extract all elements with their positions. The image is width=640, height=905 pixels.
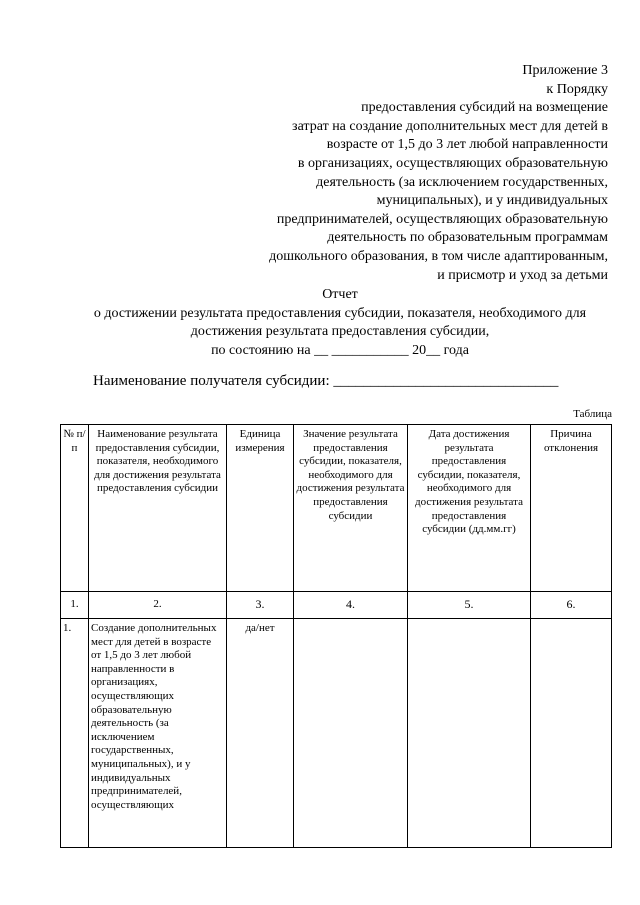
column-header-unit: Единица измерения bbox=[227, 425, 294, 592]
report-table bbox=[60, 424, 612, 848]
report-subtitle-line: о достижении результата предоставления субсидии, показателя, необходимого для bbox=[93, 305, 587, 321]
appendix-line: в организациях, осуществляющих образовательную bbox=[297, 155, 608, 171]
appendix-line: возрасте от 1,5 до 3 лет любой направленности bbox=[326, 137, 608, 153]
column-header-name: Наименование результата предоставления субсидии, показателя, необходимого для достижения результата предоставления субсидии bbox=[89, 425, 227, 592]
table-caption: Таблица bbox=[573, 408, 612, 420]
appendix-line: муниципальных), и у индивидуальных bbox=[376, 193, 608, 209]
table-header-row bbox=[61, 425, 612, 592]
appendix-line: к Порядку bbox=[546, 81, 608, 97]
row-name-cell: Создание дополнительных мест для детей в возрасте от 1,5 до 3 лет любой направленности в организациях, осуществляющих образовательную деятельность (за исключением государственных, муниципальных), и у индивидуальных предпринимателей, осуществляющих bbox=[89, 619, 227, 848]
recipient-name-field: Наименование получателя субсидии: ______________________________ bbox=[93, 373, 559, 389]
appendix-line: затрат на создание дополнительных мест для детей в bbox=[292, 118, 608, 134]
appendix-line: предоставления субсидий на возмещение bbox=[361, 100, 608, 116]
appendix-line: и присмотр и уход за детьми bbox=[437, 267, 608, 283]
appendix-header bbox=[269, 62, 608, 285]
row-unit-cell: да/нет bbox=[227, 619, 294, 848]
row-reason-cell[interactable] bbox=[531, 619, 612, 848]
appendix-line: Приложение 3 bbox=[522, 63, 608, 78]
appendix-line: дошкольного образования, в том числе адаптированным, bbox=[269, 248, 608, 264]
table-row bbox=[61, 619, 612, 848]
column-number: 6. bbox=[531, 592, 612, 619]
appendix-line: деятельность по образовательным программам bbox=[327, 230, 608, 246]
report-date-line: по состоянию на __ ___________ 20__ года bbox=[211, 342, 469, 358]
report-title-block bbox=[60, 286, 620, 360]
column-number: 3. bbox=[227, 592, 294, 619]
column-header-reason: Причина отклонения bbox=[531, 425, 612, 592]
column-number: 4. bbox=[294, 592, 408, 619]
column-header-number: № п/п bbox=[61, 425, 89, 592]
column-number: 1. bbox=[61, 592, 89, 619]
column-number: 5. bbox=[408, 592, 531, 619]
table-column-numbers-row bbox=[61, 592, 612, 619]
appendix-line: предпринимателей, осуществляющих образовательную bbox=[276, 211, 608, 227]
appendix-line: деятельность (за исключением государственных, bbox=[316, 174, 608, 190]
report-subtitle-line: достижения результата предоставления субсидии, bbox=[190, 324, 490, 339]
row-date-cell[interactable] bbox=[408, 619, 531, 848]
row-number-cell: 1. bbox=[61, 619, 89, 848]
column-number: 2. bbox=[89, 592, 227, 619]
report-title: Отчет bbox=[322, 287, 358, 302]
row-value-cell[interactable] bbox=[294, 619, 408, 848]
column-header-value: Значение результата предоставления субсидии, показателя, необходимого для достижения результата предоставления субсидии bbox=[294, 425, 408, 592]
column-header-date: Дата достижения результата предоставления субсидии, показателя, необходимого для достижения результата предоставления субсидии (дд.мм.гг) bbox=[408, 425, 531, 592]
